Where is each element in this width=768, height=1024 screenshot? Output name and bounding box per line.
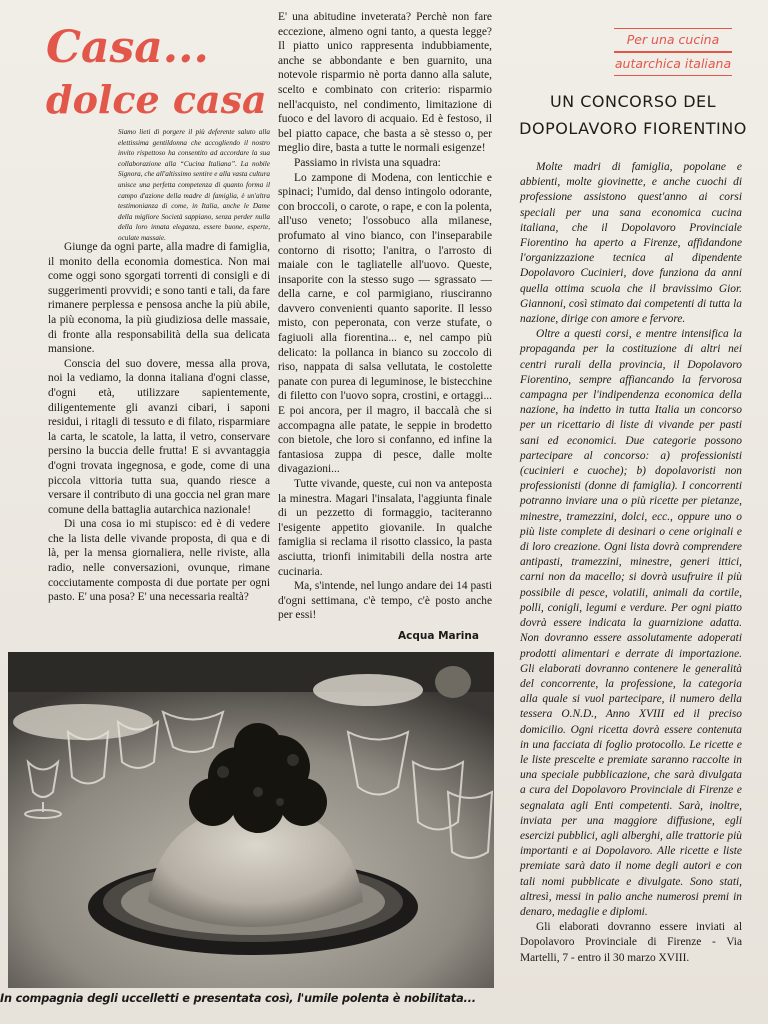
divider — [614, 75, 732, 76]
title-line-2: dolce casa — [46, 77, 267, 122]
paragraph: Molte madri di famiglia, popolane e abbienti, molte giovinette, e anche cuochi di professione assistono quest'anno ai corsi speciali per una sana economica cucina italiana, che il Dopolavoro Provinciale Fiorentino ha aperto a Firenze, affidandone l'organizzazione tecnica al dipendente Dopolavoro Cucinieri, dove funziona da anni quella ottima scuola che il bravissimo Gior. Giannoni, così stimato dai competenti di tutta la nazione, dirige con amore e fervore. — [520, 161, 742, 326]
paragraph: Ma, s'intende, nel lungo andare dei 14 pasti d'ogni settimana, c'è tempo, c'è posto anche per essi! — [278, 580, 492, 622]
author-signature: Acqua Marina — [398, 630, 479, 642]
section-label-line-1: Per una cucina — [626, 32, 720, 48]
title-line-1: Casa... — [46, 22, 209, 73]
polenta-photo — [8, 652, 494, 988]
divider — [614, 51, 732, 52]
paragraph: Di una cosa io mi stupisco: ed è di vedere che la lista delle vivande proposta, di qua e di là, per la mensa giornaliera, nelle riviste, alla radio, nelle conversazioni, ovunque, rimane cocciutamente composta di due portate per ogni pasto. E' una posa? E' una necessaria realtà? — [48, 518, 270, 604]
paragraph: Giunge da ogni parte, alla madre di famiglia, il monito della economia domestica. Non mai come oggi sono sgorgati torrenti di consigli e di suggerimenti provvidi; e sono tanti e tali, da fare rimanere perplessa e pensosa anche la più abile, la più economa, la più giudiziosa delle massaie, di fronte alla responsabilità della sua delicata mansione. — [48, 241, 270, 356]
paragraph: Lo zampone di Modena, con lenticchie e spinaci; l'umido, dal denso intingolo odorante, con broccoli, o carote, o rape, e con la polenta, all'uso veneto; l'ossobuco alla milanese, profumato al vino bianco, con l'inseparabile contorno di risotto; l'anitra, o l'arrosto di maiale con le tagliatelle all'uovo. Queste, insaporite con la stesso sugo — sgrassato — della carne, e col parmigiano, riusciranno davvero convenienti quanto saporite. Il lesso misto, con peperonata, con verze stufate, o fagiuoli alla fiorentina... e, nel campo più delicato: la pollanca in bianco su zoccolo di riso, nappata di salsa vellutata, le costolette panate con purea di leguminose, le bistecchine di filetto con l'uovo sopra, crostini, e ortaggi... E poi ancora, per il magro, il baccalà che si accompagna alle patate, le seppie in brodetto con bietole, che loro si confanno, ed infine la fantasiosa zuppa di pesce, dalle molte divagazioni... — [278, 171, 492, 476]
paragraph: Passiamo in rivista una squadra: — [294, 156, 441, 169]
paragraph: E' una abitudine inveterata? Perchè non fare eccezione, almeno ogni tanto, a questa legge? Il piatto unico rappresenta indubbiamente, anche se abbondante e ben guarnito, una notevole risparmio nè porta danno alla salute, scelto e combinato con criterio: risparmio nell'acquisto, nel condimento, limitazione di fuoco e del lavoro di acquaio. Ed è festoso, il bel piatto capace, che basta a sè stesso o, per meglio dire, basta a tutte le normali esigenze! — [278, 11, 492, 155]
sidebar-column — [520, 160, 742, 966]
photo-illustration — [8, 652, 494, 988]
divider — [614, 28, 732, 29]
article-column-2 — [278, 10, 492, 623]
headline-line-2: DOPOLAVORO FIORENTINO — [519, 119, 747, 138]
section-label — [614, 26, 732, 70]
photo-caption: In compagnia degli uccelletti e presentata così, l'umile polenta è nobilitata... — [0, 992, 476, 1005]
article-intro: Siamo lieti di porgere il più deferente saluto alla elettissima gentildonna che accogliendo il nostro invito rispettoso ha consentito ad accordare la sua collaborazione alla “Cucina Italiana”. La nobile Signora, che all'altissimo sentire e alla vasta cultura unisce una perfetta competenza di quanto forma il campo d'azione della madre di famiglia, è un'altra testimonianza di come, in Italia, anche le Dame della migliore Società sappiano, senza perder nulla della loro innata eleganza, essere buone, esperte, oculate massaie. — [118, 128, 270, 242]
article-column-1 — [48, 240, 270, 605]
sidebar-headline — [518, 88, 748, 142]
paragraph: Tutte vivande, queste, cui non va anteposta la minestra. Magari l'insalata, l'aggiunta finale di un pezzetto di formaggio, taciteranno l'esigente appetito giovanile. In qualche famiglia si reclama il risotto classico, la pasta asciutta, trionfi inimitabili della nostra arte cucinaria. — [278, 478, 492, 578]
article-title — [46, 22, 271, 126]
headline-line-1: UN CONCORSO DEL — [549, 92, 717, 111]
paragraph: Gli elaborati dovranno essere inviati al Dopolavoro Provinciale di Firenze - Via Martelli, 7 - entro il 30 marzo XVIII. — [520, 921, 742, 964]
section-label-line-2: autarchica italiana — [614, 55, 732, 71]
paragraph: Oltre a questi corsi, e mentre intensifica la propaganda per la costituzione di altri nei centri rurali della provincia, il Dopolavoro Fiorentino, sempre affiancando la fervorosa campagna per l'indipendenza economica della nazione, ha indetto in tutta Italia un concorso per un ricettario di liste di vivande per pasti sani ed economici. Due categorie possono partecipare al concorso: a) professionisti (cucinieri e cuoche); b) dopolavoristi non professionisti (donne di famiglia). I concorrenti potranno inviare una o più ricette per pietanze, minestre, tramezzini, dolci, ecc., oppure uno o più liste complete di desinari o cene originali e di loro creazione. Ogni lista dovrà comprendere antipasti, tramezzini, minestre, generi ittici, carni non da macello; si dovrà usufruire il più possibile di pesce, volatili, animali da cortile, polli, conigli, legumi e verdure. Per ogni piatto dovrà essere indicata la guarnizione adatta. Non dovranno essere assolutamente adoperati prodotti alimentari e derrate di importazione. Gli elaborati dovranno contenere le generalità del concorrente, la professione, la categoria alla quale si vuol partecipare, il numero della tessera O.N.D., Anno XVIII ed il preciso domicilio. Ogni ricetta dovrà essere contenuta in una facciata di foglio protocollo. Le ricette e le liste prescelte e premiate saranno raccolte in una speciale pubblicazione, che sarà divulgata a cura del Dopolavoro Provinciale di Firenze e segnalata agli Enti competenti. Sarà, inoltre, inviata per una maggiore diffusione, egli esercizi pubblici, agli alberghi, alle trattorie più importanti e ai Dopolavoro. Alle ricette e liste premiate sarà dato il nome degli autori e con tali nomi pubblicate e divulgate. Sono stati, altresì, messi in palio anche numerosi premi in denaro, medaglie e diplomi. — [520, 328, 742, 918]
paragraph: Conscia del suo dovere, messa alla prova, noi la vediamo, la donna italiana d'ogni classe, d'ogni età, utilizzare sapientemente, diligentemente gli avanzi cibari, i saponi residui, i ritagli di tessuto e di filato, risparmiare la carta, le scatole, la latta, il vetro, conservare persino la buccia delle frutta! E si avvantaggia d'ogni trovata ingegnosa, e gode, come di una piccola vittoria tutta sua, quando riesce a versare il contributo di una goccia nel gran mare comune della battaglia autarchica nazionale! — [48, 357, 270, 516]
